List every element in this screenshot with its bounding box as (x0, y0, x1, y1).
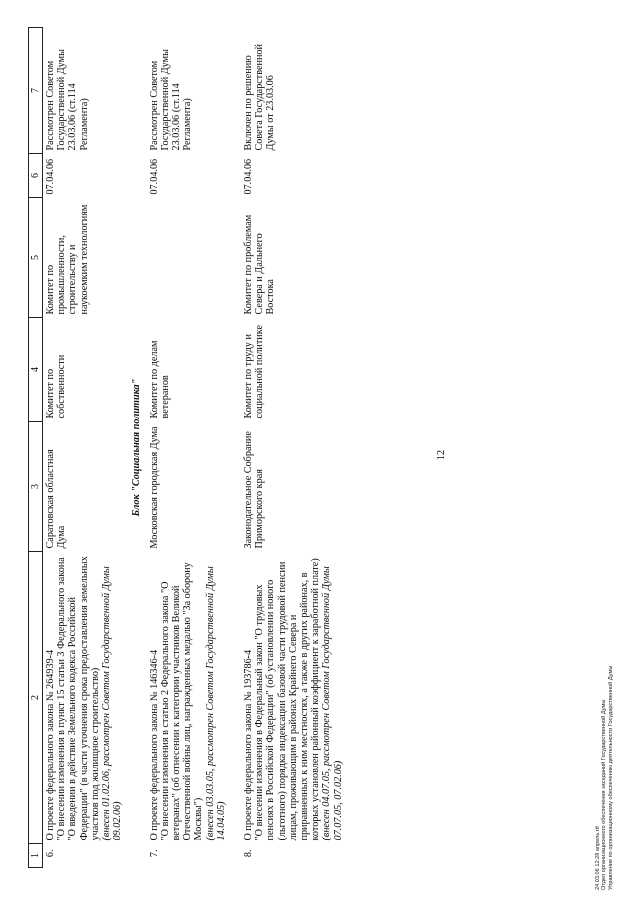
initiator: Московская городская Дума (148, 426, 160, 549)
date: 07.04.06 (45, 158, 56, 195)
section-row (125, 28, 146, 868)
bill-note: (внесен 04.07.05, рассмотрен Советом Государственной Думы 07.07.05, 07.02.06) (321, 566, 344, 841)
table-header-row (29, 28, 43, 868)
header-cell: 5 (29, 198, 43, 318)
bill-note: (внесен 03.03.05, рассмотрен Советом Государственной Думы 14.04.05) (204, 566, 227, 841)
header-cell: 2 (29, 552, 43, 844)
bills-table (28, 27, 346, 868)
row-number: 7. (148, 849, 160, 858)
bill-desc: "О внесении изменения в Федеральный закон "О трудовых пенсиях в Российской Федерации" (об установлении нового (льготного) порядка индексации базовой части трудовой пенсии лицам, проживающим в районах Крайнего Севера и приравненных к ним местностях, а также в других районах, в которых установлен районный коэффициент к заработной плате) (254, 558, 322, 841)
bill-title: О проекте федерального закона № 193786-4 (243, 649, 255, 841)
footer-line: 24.03.06 12:28 апрель.rtf (595, 826, 601, 890)
bill-title: О проекте федерального закона № 264939-4 (45, 649, 56, 841)
bill-title: О проекте федерального закона № 146346-4 (148, 649, 160, 841)
row-number: 8. (243, 849, 255, 858)
bill-description (43, 552, 126, 844)
bill-desc: "О внесении изменения в пункт 15 статьи 3 Федерального закона "О введении в действие Земельного кодекса Российской Федерации" (в части уточнения срока предоставления земельных участков под жилищное строительство) (56, 556, 101, 841)
status: Включен по решению Совета Государственной Думы от 23.03.06 (243, 44, 277, 151)
footer-line: Управление по организационному обеспечению деятельности Государственной Думы (607, 665, 614, 890)
co-committee: Комитет по проблемам Севера и Дальнего Востока (243, 214, 277, 315)
row-number: 6. (45, 849, 56, 858)
header-cell: 1 (29, 844, 43, 868)
status: Рассмотрен Советом Государственной Думы 23.03.06 (ст.114 Регламента) (45, 49, 90, 151)
bill-description (147, 552, 229, 844)
table-row (147, 28, 229, 868)
header-cell: 4 (29, 318, 43, 422)
initiator: Законодательное Собрание Приморского края (243, 431, 266, 549)
status: Рассмотрен Советом Государственной Думы 23.03.06 (ст.114 Регламента) (148, 49, 194, 151)
responsible-committee: Комитет по труду и социальной политике (243, 325, 266, 419)
table-row (229, 28, 346, 868)
section-title: Блок "Социальная политика" (131, 378, 143, 517)
footer-line: Отдел организационного обеспечения заседаний Государственной Думы (601, 699, 608, 890)
table-row (43, 28, 126, 868)
co-committee (147, 198, 229, 318)
responsible-committee: Комитет по собственности (45, 354, 68, 419)
header-cell: 3 (29, 422, 43, 552)
page-number: 12 (436, 450, 447, 460)
initiator: Саратовская областная Дума (45, 449, 68, 549)
co-committee: Комитет по промышленности, строительству и наукоемким технологиям (45, 204, 90, 315)
bill-desc: "О внесении изменения в статью 2 Федерального закона "О ветеранах" (об отнесении к категории участников Великой Отечественной войны лиц, награжденных медалью "За оборону Москвы") (159, 562, 205, 841)
bill-note: (внесен 01.02.06, рассмотрен Советом Государственной Думы 09.02.06) (101, 566, 124, 841)
date: 07.04.06 (148, 158, 160, 195)
bill-description (229, 552, 346, 844)
document-footer (595, 666, 614, 890)
responsible-committee: Комитет по делам ветеранов (148, 340, 171, 419)
header-cell: 7 (29, 28, 43, 154)
date: 07.04.06 (243, 158, 255, 195)
header-cell: 6 (29, 154, 43, 198)
